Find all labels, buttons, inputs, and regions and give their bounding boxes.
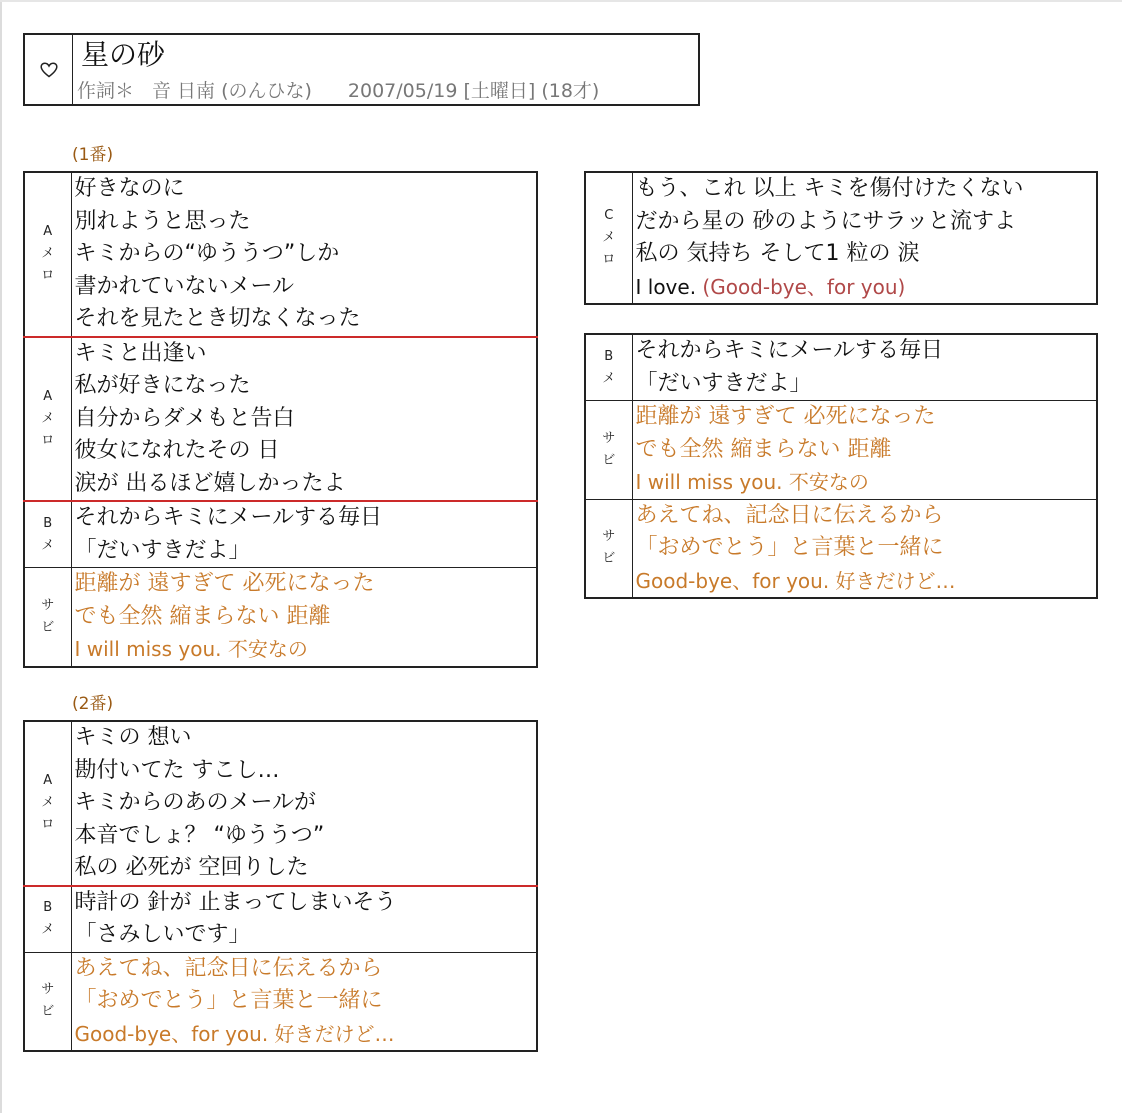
outro-table xyxy=(584,333,1098,599)
verse1-b-lyrics xyxy=(71,501,537,568)
author-name: 音 日南 (のんひな) xyxy=(152,80,312,102)
lyric-line: 「だいすきだよ」 xyxy=(635,370,812,396)
lyric-line: 好きなのに xyxy=(74,176,185,201)
lyric-line: もう、これ 以上 キミを傷付けたくない xyxy=(635,176,1024,201)
c-melo-row xyxy=(585,172,1097,304)
lyric-line: 彼女になれたその 日 xyxy=(74,438,280,463)
section-label-b-melo: B メ xyxy=(24,501,71,568)
lyric-goodbye: (Good-bye、for you) xyxy=(702,274,906,299)
section-label-a-melo: A メ ロ xyxy=(24,337,71,502)
page-left-edge xyxy=(0,0,2,1113)
outro-b-lyrics xyxy=(632,334,1097,401)
lyric-line: 「だいすきだよ」 xyxy=(74,537,251,563)
lyricist-label: 作詞＊ xyxy=(77,80,135,102)
lyric-line: それを見たとき切なくなった xyxy=(74,306,361,331)
lyric-line: キミと出逢い xyxy=(74,340,207,366)
lyric-line: 別れようと思った xyxy=(74,208,251,234)
lyric-line: I will miss you. 不安なの xyxy=(635,470,869,494)
outro-sabi1-lyrics xyxy=(632,401,1097,500)
verse2-b-lyrics xyxy=(71,886,537,953)
verse1-table xyxy=(23,171,538,668)
lyric-line: 私の 気持ち そして1 粒の 涙 xyxy=(635,241,920,266)
lyric-line xyxy=(636,271,1097,304)
verse2-label: (2番) xyxy=(72,694,114,714)
lyric-line: でも全然 縮まらない 距離 xyxy=(635,436,892,462)
lyric-line: だから星の 砂のようにサラッと流すよ xyxy=(635,208,1017,234)
outro-sabi2-row xyxy=(585,499,1097,598)
song-meta xyxy=(77,79,599,103)
section-label-sabi: サ ビ xyxy=(24,568,71,667)
lyric-line: 距離が 遠すぎて 必死になった xyxy=(74,571,375,596)
outro-sabi2-lyrics xyxy=(632,499,1097,598)
verse1-sabi-lyrics xyxy=(71,568,537,667)
section-label-sabi: サ ビ xyxy=(585,401,632,500)
verse1-a1-lyrics xyxy=(71,172,537,337)
lyric-line: あえてね、記念日に伝えるから xyxy=(74,955,383,981)
lyric-line: でも全然 縮まらない 距離 xyxy=(74,603,331,629)
verse2-a-lyrics xyxy=(71,721,537,886)
outro-b-row xyxy=(585,334,1097,401)
verse1-a2-lyrics xyxy=(71,337,537,502)
song-header xyxy=(23,33,700,106)
lyric-line: キミの 想い xyxy=(74,725,192,750)
verse2-b-row xyxy=(24,886,537,953)
verse1-a1-row xyxy=(24,172,537,337)
outro-sabi1-row xyxy=(585,401,1097,500)
section-label-a-melo: A メ ロ xyxy=(24,172,71,337)
c-melo-table xyxy=(584,171,1098,305)
page-top-edge xyxy=(0,0,1122,2)
lyric-line: 書かれていないメール xyxy=(74,273,295,299)
lyric-line: それからキミにメールする毎日 xyxy=(635,338,944,363)
verse2-sabi-row xyxy=(24,952,537,1051)
verse1-sabi-row xyxy=(24,568,537,667)
lyric-i-love: I love. xyxy=(635,274,697,299)
header-icon-cell xyxy=(25,35,73,104)
lyric-line: それからキミにメールする毎日 xyxy=(74,505,383,530)
lyric-line: 距離が 遠すぎて 必死になった xyxy=(635,404,936,429)
lyric-line: あえてね、記念日に伝えるから xyxy=(635,502,944,528)
lyric-line: 涙が 出るほど嬉しかったよ xyxy=(74,470,346,496)
verse1-label: (1番) xyxy=(72,145,114,165)
section-label-a-melo: A メ ロ xyxy=(24,721,71,886)
verse1-b-row xyxy=(24,501,537,568)
section-label-c-melo: C メ ロ xyxy=(585,172,632,304)
section-label-b-melo: B メ xyxy=(585,334,632,401)
lyric-line: 「おめでとう」と言葉と一緒に xyxy=(74,988,383,1013)
lyric-line: キミからの“ゆううつ”しか xyxy=(74,241,340,266)
lyric-line: Good-bye、for you. 好きだけど… xyxy=(635,568,956,593)
song-date: 2007/05/19 [土曜日] (18才) xyxy=(347,80,600,102)
section-label-sabi: サ ビ xyxy=(24,952,71,1051)
lyric-line: キミからのあのメールが xyxy=(74,790,317,815)
lyric-line: 「さみしいです」 xyxy=(74,922,251,947)
lyric-line: 私の 必死が 空回りした xyxy=(74,855,309,880)
lyric-line: 本音でしょ？ “ゆううつ” xyxy=(74,822,325,848)
lyric-line: 自分からダメもと告白 xyxy=(74,405,295,431)
lyric-line: 勘付いてた すこし… xyxy=(74,757,280,783)
lyric-line: 時計の 針が 止まってしまいそう xyxy=(74,889,397,915)
lyric-line: Good-bye、for you. 好きだけど… xyxy=(74,1021,395,1046)
verse2-sabi-lyrics xyxy=(71,952,537,1051)
section-label-b-melo: B メ xyxy=(24,886,71,953)
section-label-sabi: サ ビ xyxy=(585,499,632,598)
song-title: 星の砂 xyxy=(81,38,166,71)
lyric-line: 「おめでとう」と言葉と一緒に xyxy=(635,535,944,560)
heart-outline-icon xyxy=(40,62,58,78)
verse1-a2-row xyxy=(24,337,537,502)
verse2-table xyxy=(23,720,538,1052)
verse2-a-row xyxy=(24,721,537,886)
c-melo-lyrics xyxy=(632,172,1097,304)
lyric-line: 私が好きになった xyxy=(74,373,251,398)
lyric-line: I will miss you. 不安なの xyxy=(74,637,308,661)
